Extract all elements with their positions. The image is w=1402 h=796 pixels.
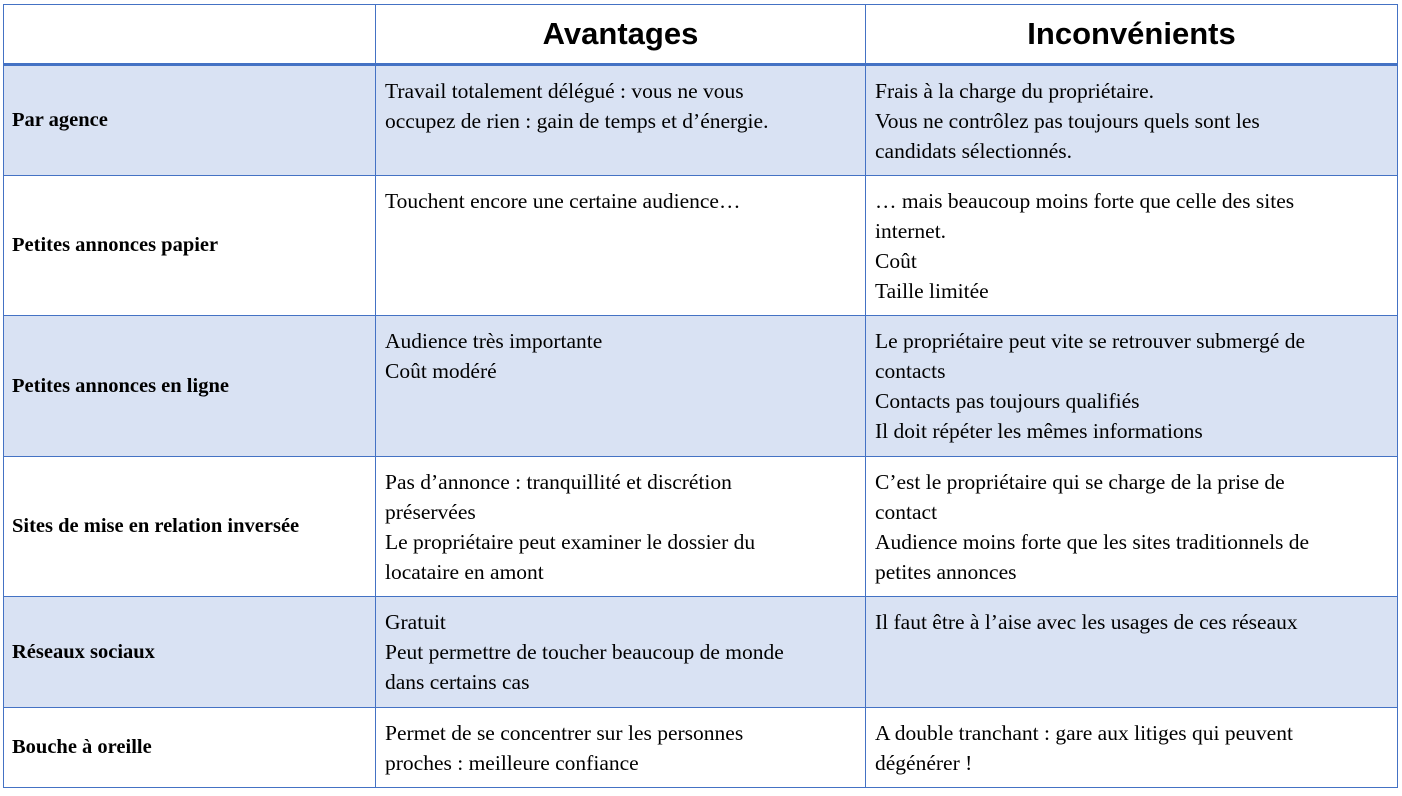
disadvantages-line: candidats sélectionnés. [875,139,1073,163]
disadvantages-line: internet. [875,219,947,243]
row-label: Bouche à oreille [4,708,376,788]
disadvantages-line: contacts [875,359,946,383]
disadvantages-line: Contacts pas toujours qualifiés [875,389,1140,413]
table-row [4,708,1398,788]
table-header-row [4,5,1398,65]
advantages-cell [376,708,866,788]
advantages-cell [376,65,866,176]
disadvantages-line: Taille limitée [875,279,989,303]
disadvantages-line: dégénérer ! [875,751,973,775]
advantages-line: préservées [385,500,476,524]
disadvantages-line: Il faut être à l’aise avec les usages de ces réseaux [875,610,1298,634]
comparison-table [3,4,1398,788]
disadvantages-line: Il doit répéter les mêmes informations [875,419,1203,443]
advantages-line: occupez de rien : gain de temps et d’énergie. [385,109,769,133]
table-row [4,457,1398,597]
disadvantages-cell [866,708,1398,788]
advantages-line: locataire en amont [385,560,544,584]
comparison-table-container [3,4,1397,788]
row-label: Par agence [4,65,376,176]
advantages-line: dans certains cas [385,670,530,694]
row-label: Réseaux sociaux [4,597,376,708]
advantages-line: Le propriétaire peut examiner le dossier du [385,530,756,554]
advantages-line: Coût modéré [385,359,497,383]
advantages-cell [376,457,866,597]
disadvantages-line: Frais à la charge du propriétaire. [875,79,1154,103]
table-row [4,176,1398,316]
row-label: Petites annonces papier [4,176,376,316]
disadvantages-line: Audience moins forte que les sites traditionnels de [875,530,1310,554]
disadvantages-line: Coût [875,249,917,273]
disadvantages-line: Vous ne contrôlez pas toujours quels sont les [875,109,1260,133]
table-row [4,316,1398,457]
header-corner-cell [4,5,376,65]
advantages-line: proches : meilleure confiance [385,751,639,775]
advantages-line: Pas d’annonce : tranquillité et discrétion [385,470,732,494]
disadvantages-cell [866,597,1398,708]
advantages-line: Permet de se concentrer sur les personnes [385,721,744,745]
table-row [4,65,1398,176]
disadvantages-line: Le propriétaire peut vite se retrouver submergé de [875,329,1306,353]
disadvantages-line: … mais beaucoup moins forte que celle des sites [875,189,1295,213]
disadvantages-cell [866,65,1398,176]
table-row [4,597,1398,708]
disadvantages-cell [866,176,1398,316]
header-disadvantages: Inconvénients [866,5,1398,65]
disadvantages-cell [866,457,1398,597]
row-label: Sites de mise en relation inversée [4,457,376,597]
advantages-line: Travail totalement délégué : vous ne vous [385,79,744,103]
disadvantages-line: A double tranchant : gare aux litiges qui peuvent [875,721,1293,745]
advantages-cell [376,316,866,457]
disadvantages-line: C’est le propriétaire qui se charge de la prise de [875,470,1285,494]
advantages-line: Audience très importante [385,329,603,353]
row-label: Petites annonces en ligne [4,316,376,457]
disadvantages-cell [866,316,1398,457]
advantages-line: Peut permettre de toucher beaucoup de monde [385,640,784,664]
header-advantages: Avantages [376,5,866,65]
advantages-line: Gratuit [385,610,446,634]
disadvantages-line: petites annonces [875,560,1017,584]
disadvantages-line: contact [875,500,938,524]
advantages-cell [376,176,866,316]
advantages-cell [376,597,866,708]
advantages-line: Touchent encore une certaine audience… [385,189,741,213]
